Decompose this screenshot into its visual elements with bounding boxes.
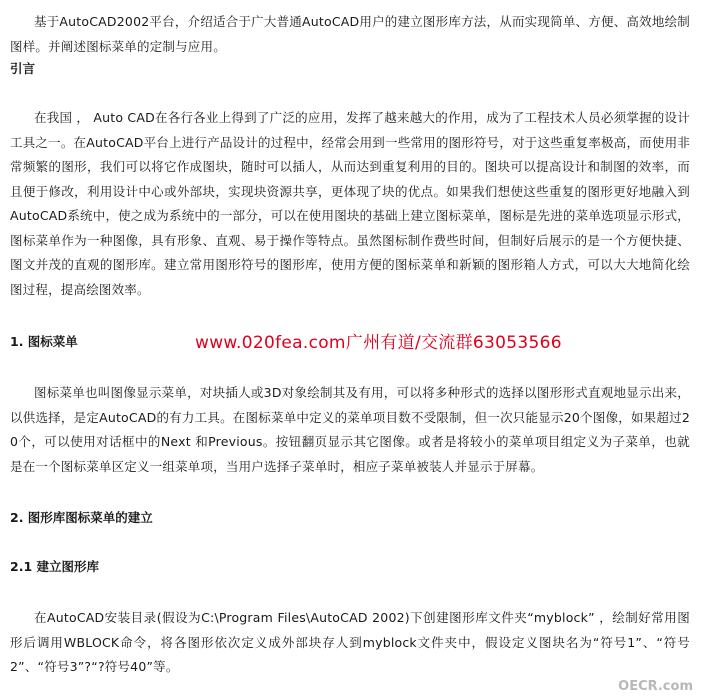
- section-2-heading: 2. 图形库图标菜单的建立: [10, 510, 153, 525]
- preface-heading: 引言: [10, 61, 36, 76]
- preface-paragraph: 在我国 ， Auto CAD在各行各业上得到了广泛的应用，发挥了越来越大的作用，成为了工程技术人员必须掌握的设计工具之一。在AutoCAD平台上进行产品设计的过程中，经常会用到一些常用的图形符号，对于这些重复率极高，而使用非常频繁的图形，我们可以将它作成图块，随时可以插人，从而达到重复利用的目的。图块可以提高设计和制图的效率，而且便于修改，利用设计中心或外部块，实现块资源共享，更体现了块的优点。如果我们想使这些重复的图形更好地融入到AutoCAD系统中，使之成为系统中的一部分，可以在使用图块的基础上建立图标菜单，图标是先进的菜单选项显示形式，图标菜单作为一种图像，具有形象、直观、易于操作等特点。虽然图标制作费些时间，但制好后展示的是一个方便快捷、图文并茂的直观的图形库。建立常用图形符号的图形库，使用方便的图标菜单和新颖的图形箱人方式，可以大大地简化绘图过程，提高绘图效率。: [10, 110, 690, 297]
- section-1-heading: 1. 图标菜单: [10, 334, 78, 349]
- corner-logo: OECR.com: [618, 679, 693, 694]
- section-2-1-paragraph: 在AutoCAD安装目录(假设为C:\Program Files\AutoCAD 2002)下创建图形库文件夹“myblock” ，绘制好常用图形后调用WBLOCK命令，将各图形依次定义成外部块存人到myblock文件夹中，假设定义图块名为“符号1”、“符号2”、“符号3”?“?符号40”等。: [10, 610, 690, 674]
- intro-paragraph: 基于AutoCAD2002平台，介绍适合于广大普通AutoCAD用户的建立图形库方法，从而实现简单、方便、高效地绘制图样。并阐述图标菜单的定制与应用。: [10, 14, 690, 54]
- site-watermark: www.020fea.com广州有道/交流群63053566: [195, 333, 562, 353]
- section-2-1-heading: 2.1 建立图形库: [10, 559, 99, 574]
- section-1-paragraph: 图标菜单也叫图像显示菜单，对块插人或3D对象绘制其及有用，可以将多种形式的选择以图形形式直观地显示出来，以供选择，是定AutoCAD的有力工具。在图标菜单中定义的菜单项目数不受限制，但一次只能显示20个图像，如果超过20个，可以使用对话框中的Next 和Previous。按钮翻页显示其它图像。或者是将较小的菜单项目组定义为子菜单，也就是在一个图标菜单区定义一组菜单项，当用户选择子菜单时，相应子菜单被装人并显示于屏幕。: [10, 385, 690, 474]
